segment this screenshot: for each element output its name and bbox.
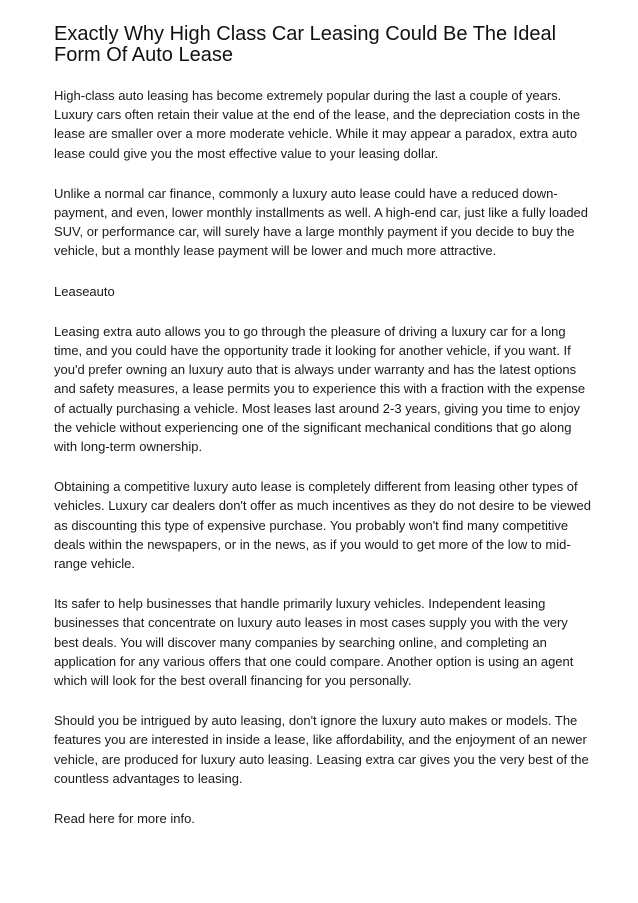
paragraph-leaseauto: Leaseauto bbox=[54, 283, 115, 299]
document-title: Exactly Why High Class Car Leasing Could Be The Ideal Form Of Auto Lease bbox=[54, 23, 557, 66]
paragraph-read-more: Read here for more info. bbox=[54, 811, 195, 827]
document-page bbox=[54, 24, 592, 849]
paragraph-finance: Unlike a normal car finance, commonly a luxury auto lease could have a reduced down-payment, and even, lower monthly installments as well. A high-end car, just like a fully loaded SUV, or performance car, will surely have a large monthly payment if you decide to buy the vehicle, but a monthly lease payment will be lower and much more attractive. bbox=[54, 185, 589, 259]
paragraph-pleasure: Leasing extra auto allows you to go through the pleasure of driving a luxury car for a long time, and you could have the opportunity trade it looking for another vehicle, if you want. If you'd prefer owning an luxury auto that is always under warranty and has the latest options and safety measures, a lease permits you to experience this with a fraction with the expense of actually purchasing a vehicle. Most leases last around 2-3 years, giving you time to enjoy the vehicle without experiencing one of the significant mechanical conditions that go along with long-term ownership. bbox=[54, 323, 586, 455]
paragraph-intro: High-class auto leasing has become extremely popular during the last a couple of years. Luxury cars often retain their value at the end of the lease, and the depreciation costs in the lease are smaller over a more moderate vehicle. While it may appear a paradox, extra auto lease could give you the most effective value to your leasing dollar. bbox=[54, 88, 581, 161]
paragraph-intrigued: Should you be intrigued by auto leasing, don't ignore the luxury auto makes or models. The features you are interested in inside a lease, like affordability, and the enjoyment of an newer vehicle, are produced for luxury auto leasing. Leasing extra car gives you the very best of the countless advantages to leasing. bbox=[54, 713, 589, 786]
paragraph-businesses: Its safer to help businesses that handle primarily luxury vehicles. Independent leasing businesses that concentrate on luxury auto leases in most cases supply you with the very best deals. You will discover many companies by searching online, and completing an application for any various offers that one could compare. Another option is using an agent which will look for the best overall financing for you personally. bbox=[54, 596, 574, 689]
paragraph-competitive: Obtaining a competitive luxury auto lease is completely different from leasing other types of vehicles. Luxury car dealers don't offer as much incentives as they do not desire to be viewed as discounting this type of expensive purchase. You probably won't find many competitive deals within the newspapers, or in the news, as if you would to get more of the low to mid-range vehicle. bbox=[54, 479, 591, 572]
